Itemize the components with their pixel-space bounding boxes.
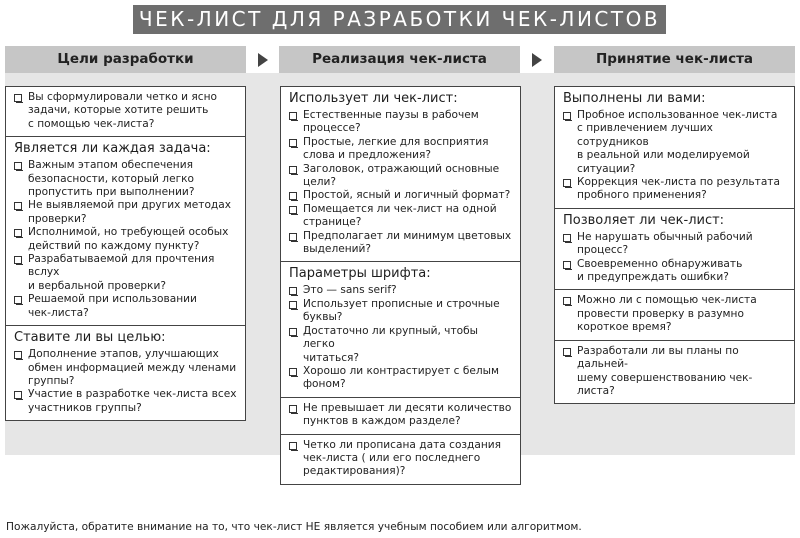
checklist-item-text: Важным этапом обеспечения	[28, 159, 193, 172]
checklist-item	[14, 159, 237, 199]
checklist-item	[14, 348, 237, 388]
checklist-item-text: задачи, которые хотите решить	[28, 104, 209, 117]
checklist-item-text: Помещается ли чек-лист на одной	[303, 202, 497, 215]
checklist-item-text: фоном?	[303, 378, 346, 391]
checkbox-icon	[563, 179, 571, 187]
checkbox-icon	[289, 442, 297, 450]
checklist-item-text: пунктов в каждом разделе?	[303, 415, 461, 428]
checklist-section	[6, 325, 245, 420]
checklist-section	[555, 87, 794, 208]
checklist-item	[14, 253, 237, 293]
checklist-item-text: Естественные паузы в рабочем	[303, 109, 479, 121]
section-title: Использует ли чек-лист:	[289, 91, 458, 106]
checklist-item-text: чек-листа ( или его последнего	[303, 451, 481, 464]
checkbox-icon	[289, 287, 297, 295]
checklist-item	[14, 91, 237, 131]
checklist-item	[289, 284, 512, 297]
checklist-item-text: и предупреждать ошибки?	[577, 271, 729, 284]
checklist-item	[14, 293, 237, 320]
checkbox-icon	[289, 112, 297, 120]
checkbox-icon	[289, 233, 297, 241]
checklist-item-text: странице?	[303, 216, 362, 229]
checkbox-icon	[563, 348, 571, 356]
checklist-item-text: Предполагает ли минимум цветовых	[303, 229, 512, 242]
checklist-section	[281, 261, 520, 396]
checkbox-icon	[14, 351, 22, 359]
checklist-item-text: Использует прописные и строчные	[303, 297, 500, 310]
checklist-item	[563, 294, 786, 334]
checkbox-icon	[14, 256, 22, 264]
checklist-item-text: провести проверку в разумно	[577, 307, 744, 320]
column-header-implementation: Реализация чек-листа	[279, 46, 520, 73]
checklist-item	[563, 176, 786, 203]
checklist-item-text: Простой, ясный и логичный формат?	[303, 189, 511, 202]
checkbox-icon	[289, 368, 297, 376]
checkbox-icon	[289, 328, 297, 336]
checkbox-icon	[563, 297, 571, 305]
checklist-item-text: Пробное использованное чек-листа	[577, 109, 778, 121]
checklist-item-text: Не нарушать обычный рабочий	[577, 230, 753, 243]
checklist-item-text: безопасности, который легко	[28, 172, 195, 185]
checklist-item-text: пробного применения?	[577, 189, 707, 202]
section-title: Ставите ли вы целью:	[14, 330, 166, 346]
checklist-item-text: Четко ли прописана дата создания	[303, 438, 502, 451]
checklist-card	[280, 86, 521, 485]
checklist-item-text: Разрабатываемой для прочтения вслух	[28, 253, 215, 279]
checklist-item	[289, 163, 512, 190]
checkbox-icon	[14, 202, 22, 210]
checklist-item	[563, 109, 786, 176]
checklist-item-text: Участие в разработке чек-листа всех	[28, 388, 237, 401]
checkbox-icon	[563, 261, 571, 269]
checklist-item-text: Достаточно ли крупный, чтобы легко	[303, 324, 478, 351]
checklist-item-text: Разработали ли вы планы по дальней-	[577, 344, 739, 371]
checklist-item-text: Дополнение этапов, улучшающих	[28, 348, 219, 361]
column-header-goals: Цели разработки	[5, 46, 246, 73]
checklist-item	[289, 402, 512, 429]
checklist-item-text: Исполнимой, но требующей особых	[28, 226, 229, 239]
checklist-item-text: и вербальной проверки?	[28, 279, 166, 292]
section-title: Выполнены ли вами:	[563, 91, 706, 106]
checklist-item-text: слова и предложения?	[303, 149, 432, 162]
checkbox-icon	[563, 234, 571, 242]
checkbox-icon	[289, 192, 297, 200]
checklist-item-text: процессе?	[303, 122, 361, 135]
checklist-section	[555, 340, 794, 404]
checklist-item-text: с привлечением лучших сотрудников	[577, 122, 713, 148]
checklist-item-text: читаться?	[303, 351, 360, 364]
checklist-item-text: короткое время?	[577, 321, 672, 334]
checkbox-icon	[14, 162, 22, 170]
checklist-item-text: Не превышает ли десяти количество	[303, 401, 512, 414]
checklist-card	[5, 86, 246, 421]
column-header-acceptance: Принятие чек-листа	[554, 46, 795, 73]
checkbox-icon	[14, 94, 22, 102]
checklist-item-text: участников группы?	[28, 401, 142, 414]
checklist-item-text: Это — sans serif?	[303, 284, 397, 297]
checklist-item-text: Своевременно обнаруживать	[577, 257, 743, 270]
checkbox-icon	[14, 296, 22, 304]
checklist-item-text: ситуации?	[577, 162, 636, 175]
checklist-item	[289, 109, 512, 136]
section-title: Параметры шрифта:	[289, 266, 431, 282]
checklist-item-text: с помощью чек-листа?	[28, 117, 155, 130]
checklist-item	[289, 230, 512, 257]
checklist-item-text: процесс?	[577, 244, 629, 257]
checklist-item-text: группы?	[28, 374, 75, 387]
checklist-item	[289, 325, 512, 365]
checklist-section	[6, 136, 245, 325]
checklist-item-text: Заголовок, отражающий основные	[303, 162, 500, 175]
arrow-right-icon	[258, 53, 268, 67]
checklist-section	[555, 208, 794, 290]
checklist-item-text: выделений?	[303, 243, 372, 256]
checklist-item	[289, 189, 512, 202]
checkbox-icon	[289, 301, 297, 309]
checkbox-icon	[14, 229, 22, 237]
section-title: Является ли каждая задача:	[14, 141, 211, 157]
page-title: ЧЕК-ЛИСТ ДЛЯ РАЗРАБОТКИ ЧЕК-ЛИСТОВ	[133, 5, 666, 34]
checklist-item	[563, 258, 786, 285]
checklist-item-text: буквы?	[303, 311, 343, 324]
checklist-item-text: редактирования)?	[303, 465, 406, 478]
checklist-item-text: шему совершенствованию чек-листа?	[577, 371, 753, 397]
column-acceptance	[554, 86, 795, 404]
footer-note: Пожалуйста, обратите внимание на то, что чек-лист НЕ является учебным пособием или алгоритмом.	[6, 521, 582, 533]
checklist-card	[554, 86, 795, 404]
section-title: Позволяет ли чек-лист:	[563, 212, 725, 228]
checkbox-icon	[14, 391, 22, 399]
column-goals	[5, 86, 246, 421]
checkbox-icon	[563, 112, 571, 120]
checklist-item-text: Хорошо ли контрастирует с белым	[303, 364, 500, 377]
column-implementation	[280, 86, 521, 485]
checklist-item-text: Решаемой при использовании	[28, 293, 197, 306]
checklist-item-text: пропустить при выполнении?	[28, 186, 195, 199]
checklist-item-text: Не выявляемой при других методах	[28, 199, 232, 212]
checkbox-icon	[289, 139, 297, 147]
checklist-item-text: проверки?	[28, 212, 87, 225]
checklist-item-text: чек-листа?	[28, 306, 89, 319]
checklist-item-text: Можно ли с помощью чек-листа	[577, 294, 757, 307]
checklist-item	[289, 298, 512, 325]
checklist-item	[289, 439, 512, 479]
checklist-item-text: Вы сформулировали четко и ясно	[28, 91, 218, 103]
checklist-item	[563, 231, 786, 258]
checklist-item	[14, 226, 237, 253]
checklist-section	[281, 87, 520, 261]
checklist-item	[14, 199, 237, 226]
checklist-section	[555, 289, 794, 339]
checklist-item	[289, 136, 512, 163]
checklist-section	[281, 434, 520, 484]
checklist-item-text: обмен информацией между членами	[28, 361, 237, 374]
checkbox-icon	[289, 405, 297, 413]
checklist-item-text: Коррекция чек-листа по результата	[577, 176, 780, 189]
checkbox-icon	[289, 166, 297, 174]
checklist-section	[6, 87, 245, 136]
checkbox-icon	[289, 206, 297, 214]
checklist-item-text: цели?	[303, 176, 337, 189]
checklist-item	[563, 345, 786, 399]
checklist-item-text: Простые, легкие для восприятия	[303, 135, 489, 148]
checklist-section	[281, 397, 520, 434]
checklist-item-text: действий по каждому пункту?	[28, 239, 200, 252]
arrow-right-icon	[532, 53, 542, 67]
checklist-item	[289, 203, 512, 230]
checklist-item	[14, 388, 237, 415]
checklist-item	[289, 365, 512, 392]
checklist-item-text: в реальной или моделируемой	[577, 149, 750, 162]
